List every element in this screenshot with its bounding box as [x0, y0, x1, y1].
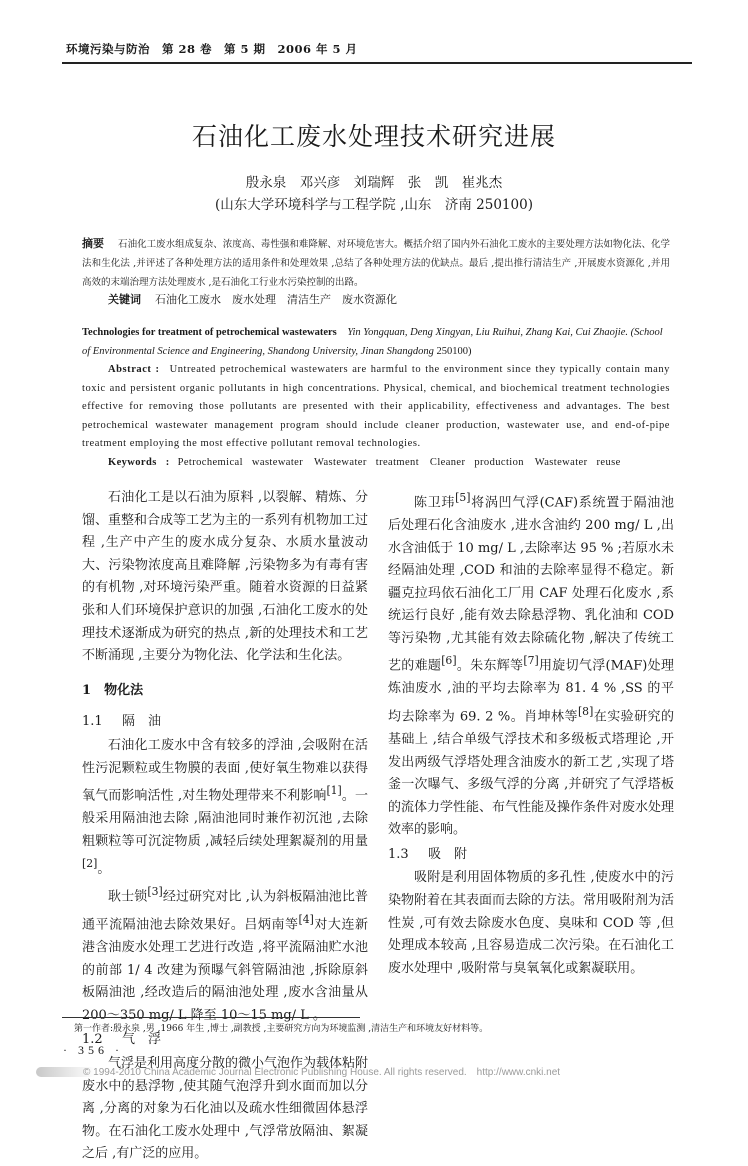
paragraph — [82, 735, 368, 881]
paragraph — [82, 881, 368, 1027]
header-rule — [62, 62, 692, 64]
abstract-english — [82, 361, 670, 454]
citation: [4] — [298, 913, 314, 927]
section-title: 物化法 — [104, 682, 144, 698]
footnote: 第一作者:殷永泉 ,男 ,1966 年生 ,博士 ,副教授 ,主要研究方向为环境监测 ,清洁生产和环境友好材料等。 — [74, 1024, 489, 1034]
english-postcode: 250100) — [436, 346, 472, 357]
keywords-chinese — [108, 291, 668, 307]
subsection-title: 吸 附 — [428, 846, 468, 862]
abstract-label: 摘要 — [82, 237, 105, 250]
english-title: Technologies for treatment of petrochemical wastewaters — [82, 327, 337, 338]
english-abstract-label: Abstract : — [108, 364, 160, 375]
abstract-text: 石油化工废水组成复杂、浓度高、毒性强和难降解、对环境危害大。概括介绍了国内外石油化工废水的主要处理方法如物化法、化学法和生化法 ,并评述了各种处理方法的适用条件和处理效果 ,总结了各种处理方法的优缺点。最后 ,提出推行清洁生产 ,开展废水资源化 ,并用高效的末端治理方法处理废水 ,是石油化工行业水污染控制的出路。 — [82, 239, 670, 288]
page-number: · 356 · — [63, 1043, 123, 1057]
subsection-number: 1.2 — [82, 1032, 103, 1048]
text-run: 在实验研究的基础上 ,结合单级气浮技术和多级板式塔理论 ,开发出两级气浮塔处理含油废水的新工艺 ,实现了塔釜一次曝气、多级气浮的分离 ,并研究了气浮塔板的流体力学性能、布气性能及操作条件对废水处理效率的影响。 — [388, 709, 675, 838]
paper-title: 石油化工废水处理技术研究进展 — [191, 122, 556, 151]
text-run: 对大连新港含油废水处理工艺进行改造 ,将平流隔油贮水池的前部 1/ 4 改建为预曝气斜管隔油池 ,拆除原斜板隔油池 ,经改造后的隔油池处理 ,废水含油量从 200～350 mg/ L 降至 10～15 mg/ L 。 — [82, 917, 368, 1023]
text-run: 。朱东辉等 — [456, 658, 524, 674]
citation: [7] — [523, 654, 539, 668]
keywords-english — [108, 454, 668, 469]
text-run: 。一般采用隔油池去除 ,隔油池同时兼作初沉池 ,去除粗颗粒等可沉淀物质 ,减轻后续处理絮凝剂的用量 — [82, 788, 368, 849]
text-run: 。 — [97, 861, 111, 877]
section-heading — [82, 680, 368, 703]
text-run: 用旋切气浮(MAF)处理炼油废水 ,油的平均去除率为 81. 4 % ,SS 的平均去除率为 69. 2 %。肖坤林等 — [388, 658, 674, 725]
subsection-number: 1.3 — [388, 846, 409, 862]
subsection-title: 隔 油 — [122, 714, 162, 730]
text-run: 陈卫玮 — [414, 495, 456, 511]
author-affiliation: (山东大学环境科学与工程学院 ,山东 济南 250100) — [215, 197, 533, 213]
running-head: 环境污染与防治 第 28 卷 第 5 期 2006 年 5 月 — [66, 42, 358, 56]
english-title-block — [82, 323, 670, 361]
text-run: 石油化工废水中含有较多的浮油 ,会吸附在活性污泥颗粒或生物膜的表面 ,使好氧生物难以获得氧气而影响活性 ,对生物处理带来不利影响 — [82, 737, 368, 804]
english-keywords-text: Petrochemical wastewater Wastewater treatment Cleaner production Wastewater reuse — [177, 457, 621, 468]
citation: [3] — [147, 885, 163, 899]
subsection-heading — [388, 844, 674, 867]
citation: [5] — [455, 491, 471, 504]
english-authors: Yin Yongquan, Deng Xingyan, Liu Ruihui, Zhang Kai, Cui Zhaojie. — [347, 327, 628, 338]
copyright-line: © 1994-2010 China Academic Journal Electronic Publishing House. All rights reserved. http://www.cnki.net — [83, 1067, 561, 1078]
author-list: 殷永泉 邓兴彦 刘瑞辉 张 凯 崔兆杰 — [245, 175, 503, 191]
text-run: 耿士锁 — [108, 889, 148, 905]
citation: [6] — [441, 654, 457, 668]
abstract-chinese — [82, 234, 670, 292]
footnote-rule — [62, 1017, 360, 1018]
paragraph: 吸附是利用固体物质的多孔性 ,使废水中的污染物附着在其表面而去除的方法。常用吸附剂为活性炭 ,可有效去除废水色度、臭味和 COD 等 ,但处理成本较高 ,且容易造成二次污染。在石油化工废水处理中 ,吸附常与臭氧氧化或絮凝联用。 — [388, 870, 675, 976]
citation: [1] — [326, 784, 342, 798]
english-keywords-label: Keywords : — [108, 457, 170, 468]
paragraph — [388, 487, 674, 842]
section-number: 1 — [82, 682, 92, 698]
citation: [8] — [577, 705, 594, 718]
english-abstract-text: Untreated petrochemical wastewaters are harmful to the environment since they typically contain many toxic and persistent organic pollutants in high concentrations. Physical, chemical, and biochemical treatment technologies effective for removing those pollutants are presented with their applicability, effectiveness and advantages. The best petrochemical wastewater management program should include cleaner production, wastewater use, and end-of-pipe treatment employing the most effective pollutant removal technologies. — [82, 364, 670, 450]
subsection-heading — [82, 711, 368, 734]
intro-paragraph: 石油化工是以石油为原料 ,以裂解、精炼、分馏、重整和合成等工艺为主的一系列有机物加工过程 ,生产中产生的废水成分复杂、水质水量波动大、污染物浓度高且难降解 ,污染物多为有毒有害的有机物 ,对环境污染严重。随着水资源的日益紧张和人们环境保护意识的加强 ,石油化工废水的处理技术逐渐成为研究的热点 ,新的处理技术和工艺不断涌现 ,主要分为物化法、化学法和生化法。 — [82, 490, 369, 664]
subsection-title: 气 浮 — [122, 1032, 162, 1048]
keywords-text: 石油化工废水 废水处理 清洁生产 废水资源化 — [155, 293, 397, 306]
body-column-right — [388, 487, 674, 980]
subsection-number: 1.1 — [82, 714, 103, 730]
english-affiliation: (School of Environmental Science and Engineering, Shandong University, Jinan Shangdong — [82, 327, 663, 357]
paragraph: 气浮是利用高度分散的微小气泡作为载体粘附废水中的悬浮物 ,使其随气泡浮升到水面而加以分离 ,分离的对象为石化油以及疏水性细微固体悬浮物。在石油化工废水处理中 ,气浮常放隔油、絮凝之后 ,有广泛的应用。 — [82, 1055, 369, 1162]
keywords-label: 关键词 — [108, 293, 141, 306]
text-run: 经过研究对比 ,认为斜板隔油池比普通平流隔油池去除效果好。吕炳南等 — [82, 889, 368, 933]
text-run: 将涡凹气浮(CAF)系统置于隔油池后处理石化含油废水 ,进水含油约 200 mg/ L ,出水含油低于 10 mg/ L ,去除率达 95 % ;若原水未经隔油处理 ,COD 和油的去除率显得不稳定。新疆克拉玛依石油化工厂用 CAF 处理石化废水 ,系统运行良好 ,能有效去除悬浮物、乳化油和 COD 等污染物 ,尤其能有效去除硫化物 ,解决了传统工艺的难题 — [388, 495, 674, 674]
citation: [2] — [82, 857, 98, 871]
